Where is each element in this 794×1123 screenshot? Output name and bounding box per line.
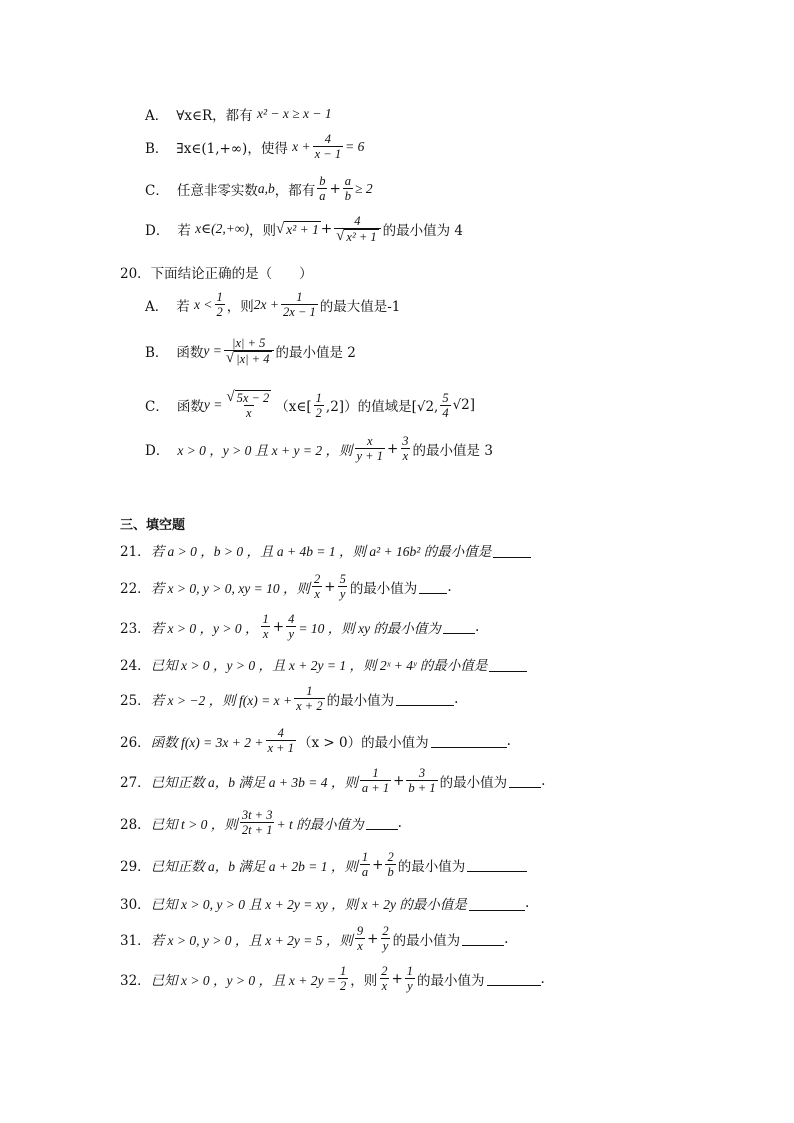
section-title: 三、填空题 [120, 518, 186, 533]
fraction: $\frac{1}{2x - 1}$ [283, 290, 316, 319]
fraction: 4 √ x² + 1 [334, 214, 380, 244]
fraction: √ 5x − 2 x [226, 389, 270, 420]
sqrt: √ x² + 1 [275, 220, 319, 237]
q20-option-c: C． 函数 y = √ 5x − 2 x （x∈[ $\frac{1}{2}$ ,2]）的值域是[√2, $\frac{5}{4}$ √2] [145, 389, 476, 420]
fraction: |x| + 5 √ |x| + 4 [224, 336, 274, 366]
answer-blank[interactable] [509, 773, 541, 788]
q19-option-c: C． 任意非零实数 a,b ，都有 $\frac{b}{a}$ + $\frac{a}{b}$ ≥ 2 [145, 174, 373, 203]
fraction: $\frac{1}{a + 1}$ [361, 766, 390, 795]
fraction: $\frac{4}{y}$ [288, 612, 295, 641]
answer-blank[interactable] [469, 896, 525, 911]
q26: 26． 函数 f(x) = 3x + 2 + $\frac{4}{x + 1}$ （x > 0）的最小值为 . [120, 726, 511, 755]
fraction: $\frac{1}{a}$ [361, 850, 369, 879]
answer-blank[interactable] [462, 931, 504, 946]
q23: 23． 若 x > 0 ，y > 0 ， $\frac{1}{x}$ + $\frac{4}{y}$ = 10 ，则 xy 的最小值为 . [120, 612, 480, 641]
answer-blank[interactable] [489, 657, 527, 672]
fraction: $\frac{3}{x}$ [402, 434, 409, 463]
q32: 32． 已知 x > 0 ，y > 0 ，且 x + 2y = $\frac{1}{2}$ ，则 $\frac{2}{x}$ + $\frac{1}{y}$ 的最小值为 . [120, 964, 545, 993]
fraction: $\frac{1}{2}$ [216, 290, 223, 319]
answer-blank[interactable] [443, 619, 475, 634]
fraction: $\frac{1}{x + 2}$ [296, 684, 323, 713]
fraction: $\frac{3}{b + 1}$ [408, 766, 436, 795]
q20-option-b: B． 函数 y = |x| + 5 √ |x| + 4 的最小值是 2 [145, 336, 356, 366]
fraction: $\frac{x}{y + 1}$ [356, 434, 383, 463]
q28: 28． 已知 t > 0 ，则 $\frac{3t + 3}{2t + 1}$ + t 的最小值为 . [120, 808, 402, 837]
answer-blank[interactable] [487, 971, 541, 986]
q20-stem: 20．下面结论正确的是（ ） [120, 266, 313, 282]
answer-blank[interactable] [419, 579, 447, 594]
answer-blank[interactable] [467, 857, 527, 872]
q21: 21． 若 a > 0 ，b > 0 ，且 a + 4b = 1 ，则 a² + 16b² 的最小值是 [120, 540, 531, 560]
answer-blank[interactable] [366, 815, 398, 830]
fraction: $\frac{b}{a}$ [319, 174, 326, 203]
q22: 22． 若 x > 0, y > 0, xy = 10 ，则 $\frac{2}{x}$ + $\frac{5}{y}$ 的最小值为 . [120, 572, 452, 601]
fraction: $\frac{9}{x}$ [356, 924, 364, 953]
q25: 25． 若 x > −2 ，则 f(x) = x + $\frac{1}{x + 2}$ 的最小值为 . [120, 684, 459, 713]
q31: 31． 若 x > 0, y > 0 ，且 x + 2y = 5 ，则 $\frac{9}{x}$ + $\frac{2}{y}$ 的最小值为 . [120, 924, 509, 953]
fraction: $\frac{4}{x - 1}$ [314, 132, 342, 161]
q19-option-a: A． ∀x∈R，都有 x² − x ≥ x − 1 [145, 106, 332, 124]
fraction: $\frac{1}{y}$ [406, 964, 414, 993]
q30: 30． 已知 x > 0, y > 0 且 x + 2y = xy ，则 x + 2y 的最小值是 . [120, 895, 530, 913]
fraction: $\frac{1}{2}$ [315, 390, 322, 420]
fraction: $\frac{5}{4}$ [442, 390, 449, 420]
q20-option-a: A． 若 x < $\frac{1}{2}$ ，则 2x + $\frac{1}{2x - 1}$ 的最大值是-1 [145, 290, 401, 319]
q24: 24． 已知 x > 0 ，y > 0 ，且 x + 2y = 1 ，则 2ˣ + 4ʸ 的最小值是 [120, 654, 527, 674]
fraction: $\frac{5}{y}$ [339, 572, 346, 601]
fraction: $\frac{2}{x}$ [314, 572, 321, 601]
fraction: $\frac{2}{x}$ [381, 964, 388, 993]
fraction: $\frac{1}{2}$ [339, 964, 347, 993]
answer-blank[interactable] [431, 733, 507, 748]
q20-option-d: D． x > 0 ，y > 0 且 x + y = 2 ，则 $\frac{x}{y + 1}$ + $\frac{3}{x}$ 的最小值是 3 [145, 434, 493, 463]
fraction: $\frac{4}{x + 1}$ [267, 726, 294, 755]
q19-option-b: B． ∃x∈(1,+∞)，使得 x + $\frac{4}{x - 1}$ = 6 [145, 132, 365, 161]
answer-blank[interactable] [396, 691, 454, 706]
q19-option-d: D． 若 x∈(2,+∞) ，则 √ x² + 1 + 4 √ x² + 1 的最小值为 4 [145, 214, 464, 244]
q27: 27． 已知正数 a，b 满足 a + 3b = 4 ，则 $\frac{1}{a + 1}$ + $\frac{3}{b + 1}$ 的最小值为 . [120, 766, 546, 795]
fraction: $\frac{2}{y}$ [382, 924, 389, 953]
q29: 29． 已知正数 a，b 满足 a + 2b = 1 ，则 $\frac{1}{a}$ + $\frac{2}{b}$ 的最小值为 [120, 850, 527, 879]
fraction: $\frac{2}{b}$ [387, 850, 394, 879]
fraction: $\frac{3t + 3}{2t + 1}$ [241, 808, 273, 837]
fraction: $\frac{1}{x}$ [262, 612, 269, 641]
fraction: $\frac{a}{b}$ [344, 174, 352, 203]
answer-blank[interactable] [493, 543, 531, 558]
